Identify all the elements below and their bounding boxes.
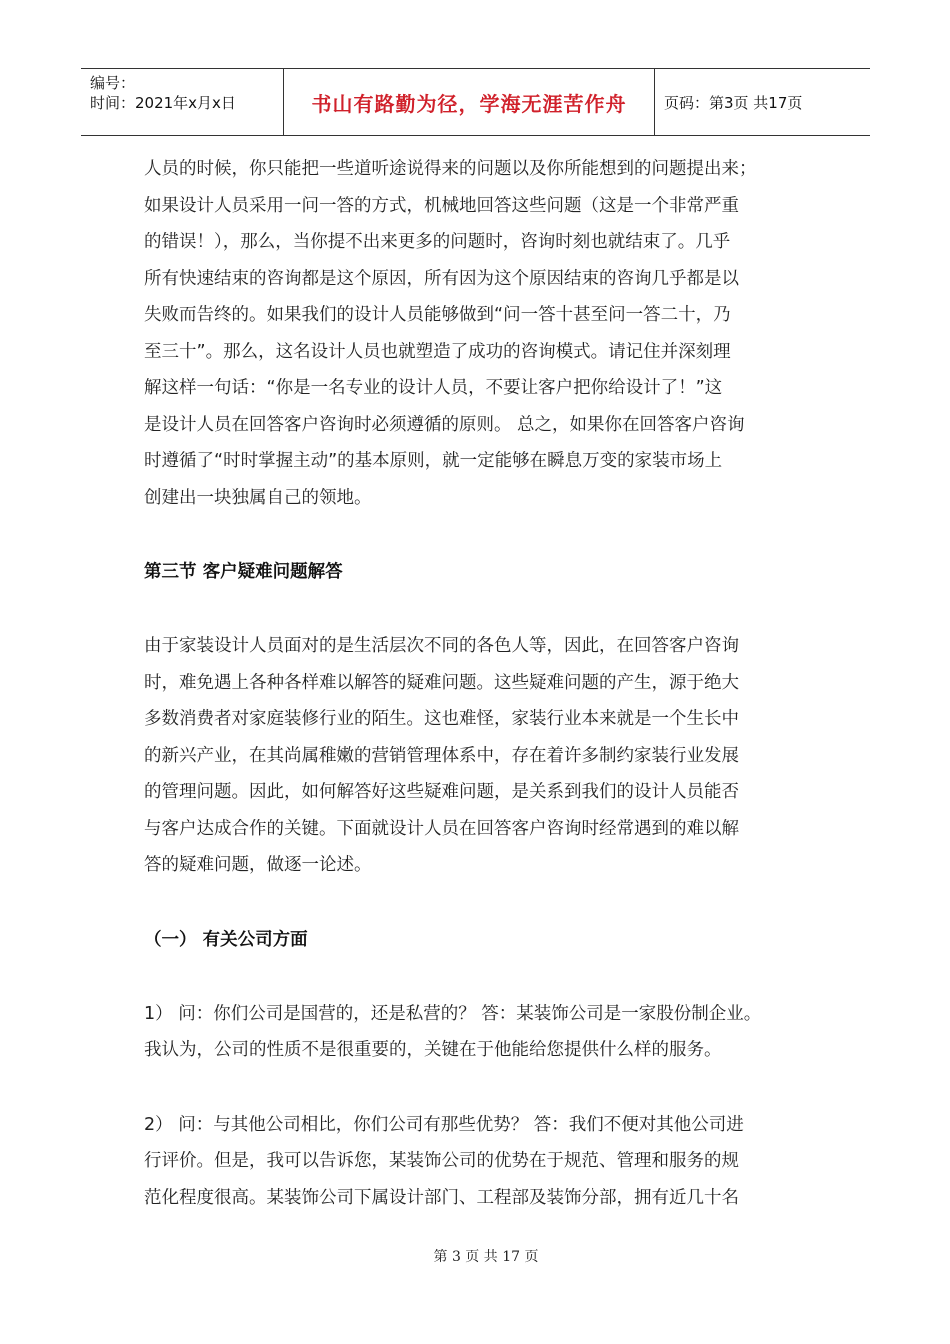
text-line: 的管理问题。因此，如何解答好这些疑难问题，是关系到我们的设计人员能否 [144,782,739,802]
document-body [144,151,824,1216]
text-line: 的错误！），那么，当你提不出来更多的问题时，咨询时刻也就结束了。几乎 [144,232,731,252]
text-line: 解这样一句话：“你是一名专业的设计人员，不要让客户把你给设计了！”这 [144,378,723,398]
paragraph-1 [144,151,824,516]
header-motto: 书山有路勤为径，学海无涯苦作舟 [283,69,655,135]
text-line: 创建出一块独属自己的领地。 [144,487,372,508]
text-line: 人员的时候，你只能把一些道听途说得来的问题以及你所能想到的问题提出来； [144,159,757,179]
text-line: 的新兴产业，在其尚属稚嫩的营销管理体系中，存在着许多制约家装行业发展 [144,745,739,766]
text-line: 时遵循了“时时掌握主动”的基本原则，就一定能够在瞬息万变的家装市场上 [144,451,723,471]
subsection-title: （一） 有关公司方面 [144,929,308,950]
text-line: 失败而告终的。如果我们的设计人员能够做到“问一答十甚至问一答二十，乃 [144,305,731,325]
text-line: 所有快速结束的咨询都是这个原因，所有因为这个原因结束的咨询几乎都是以 [144,268,739,289]
question-2 [144,1107,824,1217]
text-line: 多数消费者对家庭装修行业的陌生。这也难怪，家装行业本来就是一个生长中 [144,709,739,729]
page-footer: 第 3 页 共 17 页 [433,1249,539,1265]
number-label: 编号： [90,74,136,92]
header-page-code: 页码：第3页 共17页 [664,93,803,112]
text-line: 2） 问：与其他公司相比，你们公司有那些优势？ 答：我们不便对其他公司进 [144,1114,744,1135]
text-line: 如果设计人员采用一问一答的方式，机械地回答这些问题（这是一个非常严重 [144,195,739,216]
paragraph-2 [144,628,824,884]
time-label: 时间：2021年x月x日 [90,94,236,112]
header-meta [81,69,283,135]
text-line: 行评价。但是，我可以告诉您，某装饰公司的优势在于规范、管理和服务的规 [144,1151,739,1171]
question-1 [144,996,824,1069]
text-line: 答的疑难问题，做逐一论述。 [144,855,372,875]
section-title: 第三节 客户疑难问题解答 [144,562,343,582]
text-line: 时，难免遇上各种各样难以解答的疑难问题。这些疑难问题的产生，源于绝大 [144,672,739,693]
text-line: 范化程度很高。某装饰公司下属设计部门、工程部及装饰分部，拥有近几十名 [144,1187,739,1208]
text-line: 1） 问：你们公司是国营的，还是私营的？ 答：某装饰公司是一家股份制企业。 [144,1003,762,1024]
text-line: 至三十”。那么，这名设计人员也就塑造了成功的咨询模式。请记住并深刻理 [144,341,731,362]
text-line: 与客户达成合作的关键。下面就设计人员在回答客户咨询时经常遇到的难以解 [144,818,739,839]
page-header [81,68,870,136]
text-line: 是设计人员在回答客户咨询时必须遵循的原则。 总之，如果你在回答客户咨询 [144,414,745,435]
text-line: 由于家装设计人员面对的是生活层次不同的各色人等，因此，在回答客户咨询 [144,636,739,656]
text-line: 我认为，公司的性质不是很重要的，关键在于他能给您提供什么样的服务。 [144,1040,722,1060]
